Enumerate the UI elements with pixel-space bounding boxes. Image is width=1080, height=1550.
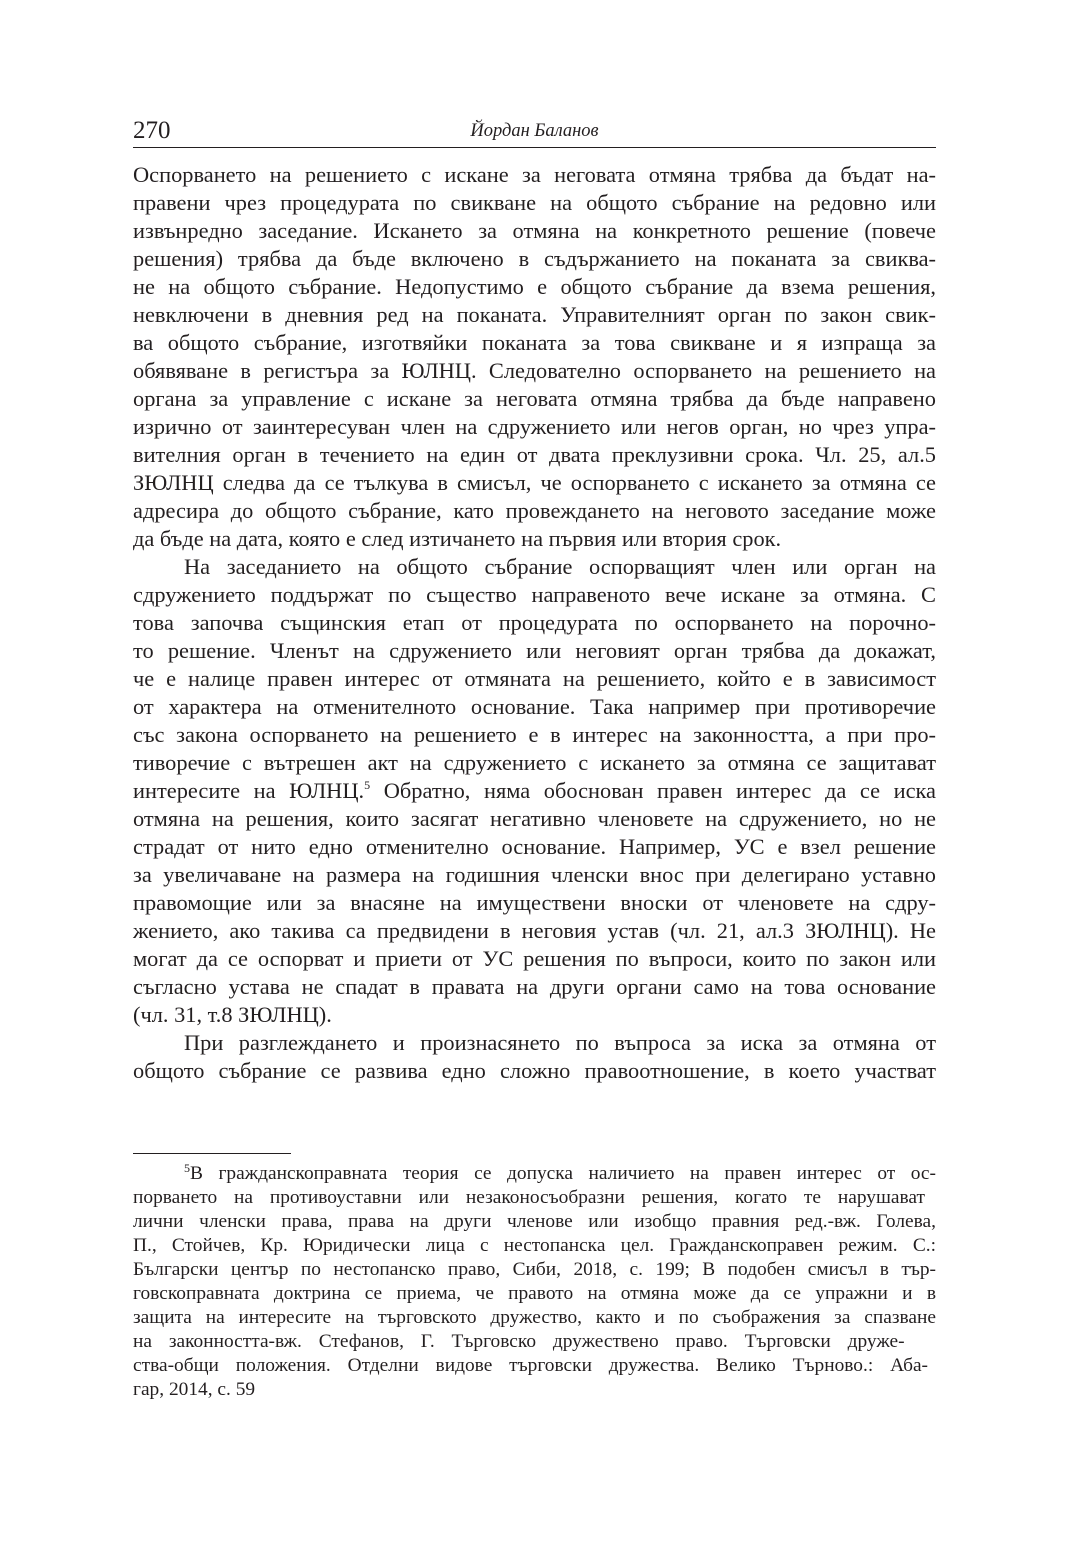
text-line: адресира до общото събрание, като провеждането на неговото заседание може [133,498,936,523]
text-line: извънредно заседание. Искането за отмяна на конкретното решение (повече [133,218,936,243]
text-line-with-footnote-ref [133,777,936,804]
text-line: могат да се оспорват и приети от УС решения по въпроси, които по закон или [133,946,936,971]
text-line: отмяна на решения, които засягат негативно членовете на сдружението, но не [133,806,936,831]
text-line-last: да бъде на дата, която е след изтичането на първия или втория срок. [133,526,782,551]
text-line: сдружението поддържат по същество направеното вече искане за отмяна. С [133,582,936,607]
text-line: страдат от нито едно отменително основание. Например, УС е взел решение [133,834,936,859]
footnote-line: на законността-вж. Стефанов, Г. Търговско дружествено право. Търговски друже- [133,1331,905,1352]
text-line: решения) трябва да бъде включено в съдържанието на поканата за свиква- [133,246,936,271]
page-number: 270 [133,117,171,144]
text-line: за увеличаване на размера на годишния членски внос при делегирано уставно [133,862,936,887]
footnote-line: ства-общи положения. Отделни видове търговски дружества. Велико Търново.: Аба- [133,1355,929,1376]
footnote-separator [133,1153,291,1154]
footnote-first-line [184,1162,936,1185]
text-line: със закона оспорването на решението е в интерес на законността, а при про- [133,722,936,747]
text-line: ЗЮЛНЦ следва да се тълкува в смисъл, че оспорването с искането за отмяна се [133,470,936,495]
text-line-last: (чл. 31, т.8 ЗЮЛНЦ). [133,1002,332,1027]
text-segment: Обратно, няма обоснован правен интерес да се иска [370,778,936,803]
text-line: ва общото събрание, изготвяйки поканата за това свикване и я изпраща за [133,330,936,355]
footnote-line: П., Стойчев, Кр. Юридически лица с нестопанска цел. Гражданскоправен режим. С.: [133,1235,936,1256]
text-line: не на общото събрание. Недопустимо е общото събрание да взема решения, [133,274,936,299]
text-line: че е налице правен интерес от отмяната на решението, който е в зависимост [133,666,936,691]
running-header [133,113,936,148]
text-line: Оспорването на решението с искане за неговата отмяна трябва да бъдат на- [133,162,936,187]
footnote-text: В гражданскоправната теория се допуска наличието на правен интерес от ос- [190,1163,936,1184]
text-line-indented: На заседанието на общото събрание оспорващият член или орган на [184,554,936,579]
text-line: правени чрез процедурата по свикване на общото събрание на редовно или [133,190,936,215]
text-line-indented: При разглеждането и произнасянето по въпроса за иска за отмяна от [184,1030,936,1055]
text-line: общото събрание се развива едно сложно правоотношение, в което участват [133,1058,936,1083]
text-line: обявяване в регистъра за ЮЛНЦ. Следователно оспорването на решението на [133,358,936,383]
footnote-line: порването на противоуставни или незаконосъобразни решения, когато те нарушават [133,1187,925,1208]
text-line: изрично от заинтересуван член на сдружението или негов орган, но чрез упра- [133,414,936,439]
text-line: съгласно устава не спадат в правата на други органи само на това основание [133,974,936,999]
text-line: това започва същинския етап от процедурата по оспорването на порочно- [133,610,936,635]
text-line: жението, ако такива са предвидени в неговия устав (чл. 21, ал.3 ЗЮЛНЦ). Не [133,918,936,943]
text-segment: интересите на ЮЛНЦ. [133,778,365,803]
footnote-line: лични членски права, права на други членове или изобщо правния ред.-вж. Голева, [133,1211,936,1232]
text-line: вителния орган в течението на един от двата преклузивни срока. Чл. 25, ал.5 [133,442,936,467]
text-line: то решение. Членът на сдружението или неговият орган трябва да докажат, [133,638,936,663]
footnote-line: защита на интересите на търговското дружество, както и по съображения за спазване [133,1307,936,1328]
text-line: от характера на отменителното основание. Така например при противоречие [133,694,936,719]
text-line: тиворечие с вътрешен акт на сдружението с искането за отмяна се защитават [133,750,936,775]
running-head-author: Йордан Баланов [470,121,599,141]
text-line: правомощие или за внасяне на имуществени вноски от членовете на сдру- [133,890,936,915]
footnote-line-last: гар, 2014, с. 59 [133,1379,256,1400]
text-line: органа за управление с искане за неговата отмяна трябва да бъде направено [133,386,936,411]
text-line: невключени в дневния ред на поканата. Управителният орган по закон свик- [133,302,936,327]
footnote-marker: 5 [184,1161,190,1175]
footnote-line: говскоправната доктрина се приема, че правото на отмяна може да се упражни и в [133,1283,936,1304]
footnote-line: Български център по нестопанско право, Сиби, 2018, с. 199; В подобен смисъл в тър- [133,1259,936,1280]
footnote-reference[interactable]: 5 [364,778,371,792]
